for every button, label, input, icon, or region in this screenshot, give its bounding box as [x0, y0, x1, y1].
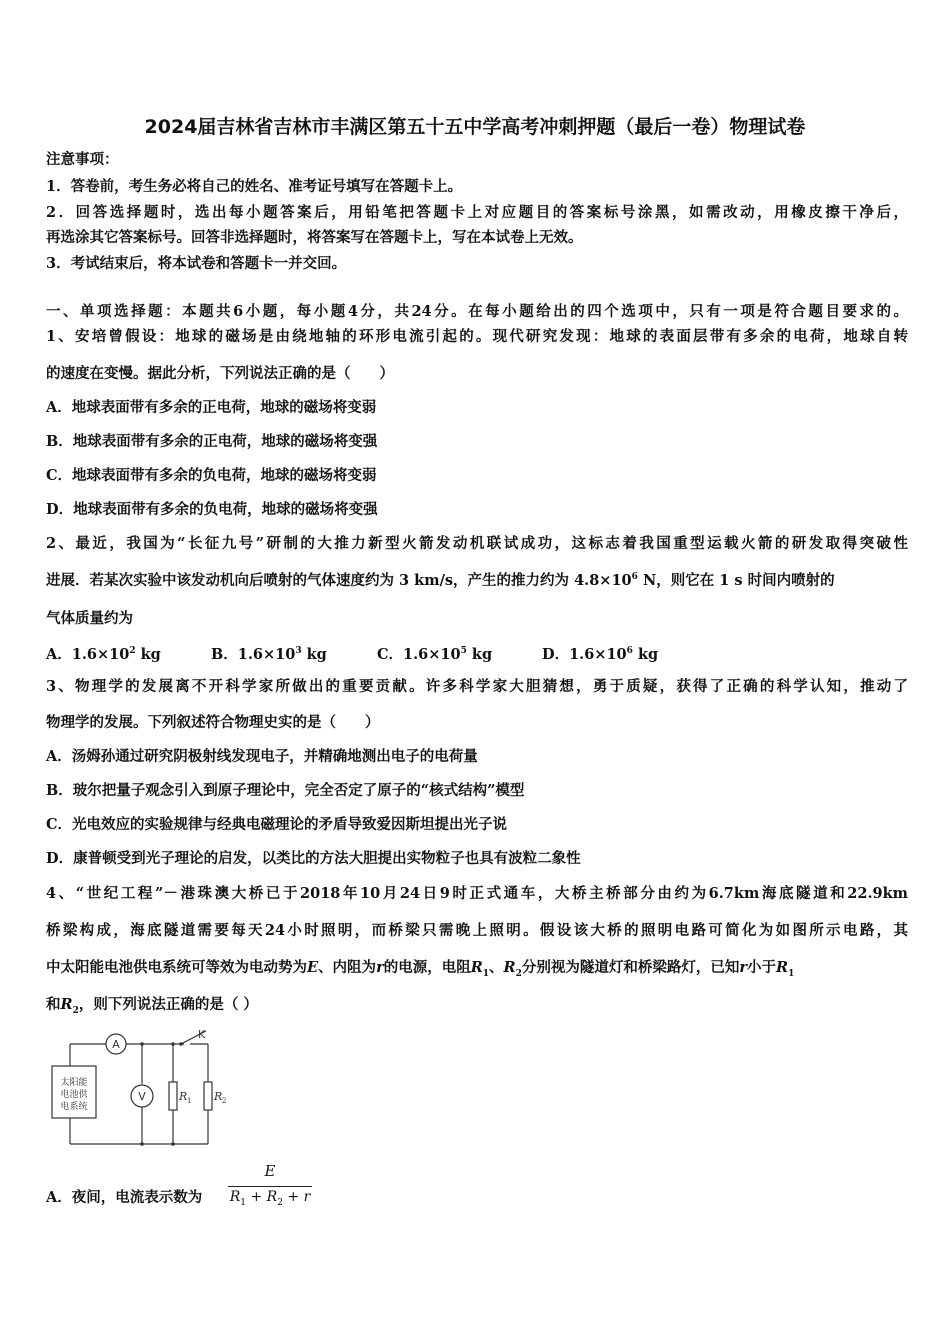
q2-stem-2-exp: 6	[631, 572, 638, 583]
notice-item-3: 3．考试结束后，将本试卷和答题卡一并交回。	[46, 255, 347, 272]
q2-option-b-pre: B．1.6×10	[211, 646, 296, 663]
q3-option-b: B．玻尔把量子观念引入到原子理论中，完全否定了原子的“核式结构”模型	[46, 782, 525, 799]
q2-option-a-exp: 2	[129, 646, 136, 657]
q4-symbol-R1b-sub: 1	[788, 968, 795, 979]
section-heading: 一、单项选择题：本题共6小题，每小题4分，共24分。在每小题给出的四个选项中，只有一项是符合题目要求的。	[46, 303, 908, 320]
den-r: r	[303, 1189, 311, 1205]
junction-dot-4	[171, 1142, 175, 1146]
q4-symbol-R2b-sub: 2	[72, 1005, 79, 1016]
notice-item-2b: 再选涂其它答案标号。回答非选择题时，将答案写在答题卡上，写在本试卷上无效。	[46, 229, 583, 246]
resistor-r2	[204, 1082, 212, 1110]
den-plus-2: +	[282, 1189, 304, 1205]
q4-stem-3-a: 中太阳能电池供电系统可等效为电动势为	[46, 959, 307, 976]
q4-symbol-R2: R	[503, 959, 516, 976]
den-R1-sub: 1	[240, 1197, 246, 1208]
q4-stem-2: 桥梁构成，海底隧道需要每天24小时照明，而桥梁只需晚上照明。假设该大桥的照明电路可简化为如图所示电路，其	[46, 922, 908, 939]
r1-label: R	[179, 1090, 188, 1103]
q3-option-d: D．康普顿受到光子理论的启发，以类比的方法大胆提出实物粒子也具有波粒二象性	[46, 850, 581, 867]
q4-symbol-r: r	[376, 959, 384, 976]
q1-stem-2: 的速度在变慢。据此分析，下列说法正确的是（ ）	[46, 365, 394, 382]
q3-option-c: C．光电效应的实验规律与经典电磁理论的矛盾导致爱因斯坦提出光子说	[46, 816, 508, 833]
q2-stem-2-pre: 进展．若某次实验中该发动机向后喷射的气体速度约为 3 km/s，产生的推力约为 4.8×10	[46, 572, 632, 589]
q4-symbol-R1-sub: 1	[482, 968, 490, 979]
q4-symbol-R2-sub: 2	[515, 968, 522, 979]
r2-label-sub: 2	[222, 1097, 227, 1105]
q2-option-a	[46, 643, 161, 664]
q4-stem-4	[46, 995, 908, 1015]
q2-stem-2	[46, 571, 908, 591]
q2-option-c-pre: C．1.6×10	[377, 646, 461, 663]
q1-option-b: B．地球表面带有多余的正电荷，地球的磁场将变强	[46, 433, 378, 450]
notice-item-1: 1．答卷前，考生务必将自己的姓名、准考证号填写在答题卡上。	[46, 178, 463, 195]
junction-dot-2	[171, 1042, 175, 1046]
q3-stem-2: 物理学的发展。下列叙述符合物理史实的是（ ）	[46, 714, 380, 731]
q4-stem-3-c: 的电源，电阻	[383, 959, 471, 976]
q2-option-b-exp: 3	[295, 646, 302, 657]
q4-stem-3-f: 小于	[747, 959, 776, 976]
q2-stem-3: 气体质量约为	[46, 610, 133, 627]
q4-option-a-fraction	[228, 1162, 312, 1211]
q2-option-c	[377, 643, 492, 664]
q2-stem-1: 2、最近，我国为“长征九号”研制的大推力新型火箭发动机联试成功，这标志着我国重型运载火箭的研发取得突破性	[46, 535, 908, 552]
junction-dot-3	[140, 1142, 144, 1146]
q2-option-c-unit: kg	[466, 646, 493, 663]
q2-option-d-pre: D．1.6×10	[542, 646, 627, 663]
q4-symbol-r2: r	[739, 959, 747, 976]
den-R2-sub: 2	[277, 1197, 283, 1208]
q4-symbol-R1: R	[470, 959, 483, 976]
switch-label: K	[198, 1028, 206, 1041]
source-label-3: 电系统	[60, 1102, 88, 1112]
voltmeter-label: V	[138, 1090, 146, 1103]
q4-stem-3-e: 分别视为隧道灯和桥梁路灯，已知	[521, 959, 740, 976]
switch-pivot	[179, 1042, 183, 1046]
q2-stem-2-post: N，则它在 1 s 时间内喷射的	[637, 572, 835, 589]
fraction-numerator: E	[264, 1162, 276, 1180]
q4-symbol-E: E	[307, 959, 319, 976]
fraction-bar	[228, 1186, 312, 1187]
den-R2: R	[266, 1189, 278, 1205]
q2-option-b-unit: kg	[301, 646, 327, 663]
den-R1: R	[229, 1189, 241, 1205]
q4-option-a: A．夜间，电流表示数为	[46, 1189, 203, 1206]
circuit-diagram	[46, 1026, 246, 1156]
q4-stem-3-d: 、	[489, 959, 504, 976]
q2-option-d-unit: kg	[632, 646, 659, 663]
q4-symbol-R2b: R	[60, 996, 73, 1013]
q2-option-b	[211, 643, 327, 664]
q4-stem-1: 4、“世纪工程”－港珠澳大桥已于2018年10月24日9时正式通车，大桥主桥部分由约为6.7km海底隧道和22.9km	[46, 885, 908, 902]
resistor-r1	[169, 1082, 177, 1110]
r2-label: R	[214, 1090, 223, 1103]
ammeter-label: A	[112, 1038, 120, 1051]
q2-option-d	[542, 643, 658, 664]
q3-option-a: A．汤姆孙通过研究阴极射线发现电子，并精确地测出电子的电荷量	[46, 748, 478, 765]
source-label-2: 电池供	[60, 1090, 88, 1100]
q1-option-c: C．地球表面带有多余的负电荷，地球的磁场将变弱	[46, 467, 377, 484]
exam-title: 2024届吉林省吉林市丰满区第五十五中学高考冲刺押题（最后一卷）物理试卷	[144, 116, 806, 138]
notice-item-2a: 2．回答选择题时，选出每小题答案后，用铅笔把答题卡上对应题目的答案标号涂黑，如需改动，用橡皮擦干净后，	[46, 204, 908, 221]
den-plus-1: +	[246, 1189, 267, 1205]
q1-stem-1: 1、安培曾假设：地球的磁场是由绕地轴的环形电流引起的。现代研究发现：地球的表面层带有多余的电荷，地球自转	[46, 328, 908, 345]
notice-heading: 注意事项：	[46, 151, 119, 168]
q2-option-d-exp: 6	[626, 646, 633, 657]
junction-dot-1	[140, 1042, 144, 1046]
q4-stem-4-b: ，则下列说法正确的是（ ）	[78, 996, 258, 1013]
q4-stem-4-a: 和	[46, 996, 61, 1013]
q4-stem-3-b: 、内阻为	[318, 959, 377, 976]
q1-option-d: D．地球表面带有多余的负电荷，地球的磁场将变强	[46, 501, 378, 518]
q4-stem-3	[46, 958, 908, 978]
r1-label-sub: 1	[187, 1097, 192, 1105]
q4-symbol-R1b: R	[776, 959, 789, 976]
fraction-denominator	[228, 1189, 312, 1211]
q2-option-a-unit: kg	[135, 646, 161, 663]
q2-option-c-exp: 5	[460, 646, 467, 657]
q3-stem-1: 3、物理学的发展离不开科学家所做出的重要贡献。许多科学家大胆猜想，勇于质疑，获得了正确的科学认知，推动了	[46, 678, 908, 695]
q2-option-a-pre: A．1.6×10	[46, 646, 130, 663]
source-label-1: 太阳能	[60, 1078, 88, 1088]
q1-option-a: A．地球表面带有多余的正电荷，地球的磁场将变弱	[46, 399, 377, 416]
